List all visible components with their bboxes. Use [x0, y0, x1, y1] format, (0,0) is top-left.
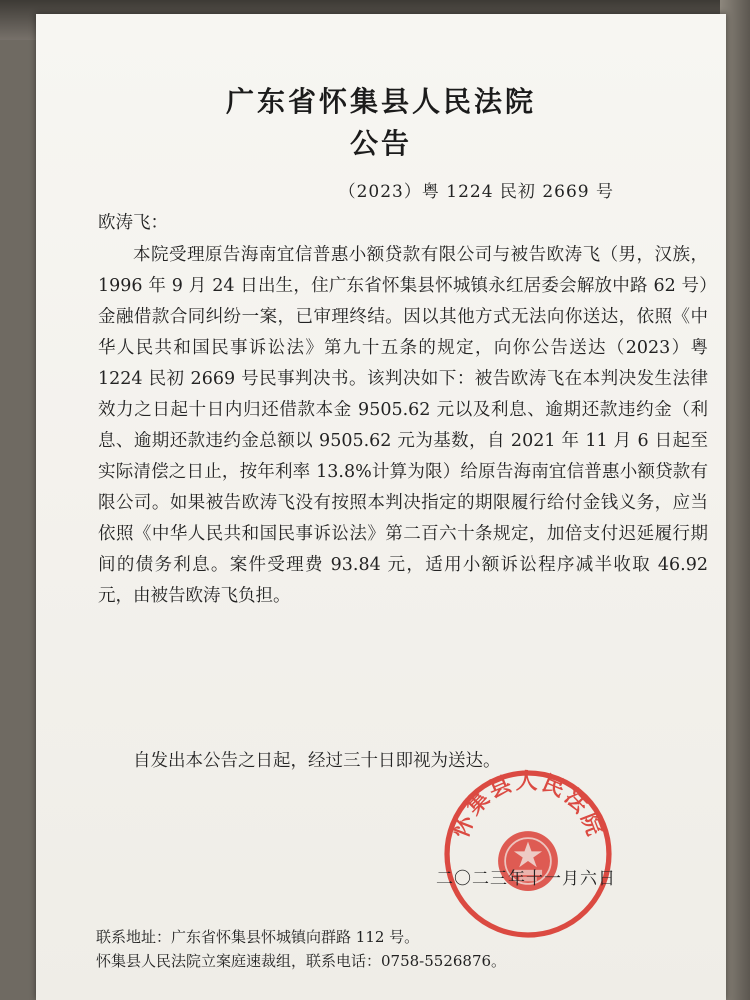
case-number: （2023）粤 1224 民初 2669 号: [338, 182, 614, 202]
court-name: 广东省怀集县人民法院: [225, 85, 536, 118]
contact-phone: 怀集县人民法院立案庭速裁组，联系电话：0758-5526876。: [96, 952, 507, 970]
notice-body: [98, 240, 708, 612]
notice-paper: [36, 14, 726, 1000]
contact-address: 联系地址：广东省怀集县怀城镇向群路 112 号。: [96, 928, 420, 946]
seal-text: 怀集县人民法院: [448, 769, 608, 842]
body-paragraph: 本院受理原告海南宜信普惠小额贷款有限公司与被告欧涛飞（男，汉族，1996 年 9 月 24 日出生，住广东省怀集县怀城镇永红居委会解放中路 62 号）金融借款合同纠纷一案，已审理终结。因以其他方式无法向你送达，依照《中华人民共和国民事诉讼法》第九十五条的规定，向你公告送达（2023）粤 1224 民初 2669 号民事判决书。该判决如下：被告欧涛飞在本判决发生法律效力之日起十日内归还借款本金 9505.62 元以及利息、逾期还款违约金（利息、逾期还款违约金总额以 9505.62 元为基数，自 2021 年 11 月 6 日起至实际清偿之日止，按年利率 13.8%计算为限）给原告海南宜信普惠小额贷款有限公司。如果被告欧涛飞没有按照本判决指定的期限履行给付金钱义务，应当依照《中华人民共和国民事诉讼法》第二百六十条规定，加倍支付迟延履行期间的债务利息。案件受理费 93.84 元，适用小额诉讼程序减半收取 46.92 元，由被告欧涛飞负担。: [98, 245, 708, 606]
closing-paragraph: 自发出本公告之日起，经过三十日即视为送达。: [133, 751, 501, 771]
court-seal-stamp: [440, 766, 616, 942]
addressee: 欧涛飞：: [98, 213, 168, 233]
document-type: 公告: [349, 127, 412, 160]
issue-date: 二〇二三年十一月六日: [436, 869, 616, 889]
